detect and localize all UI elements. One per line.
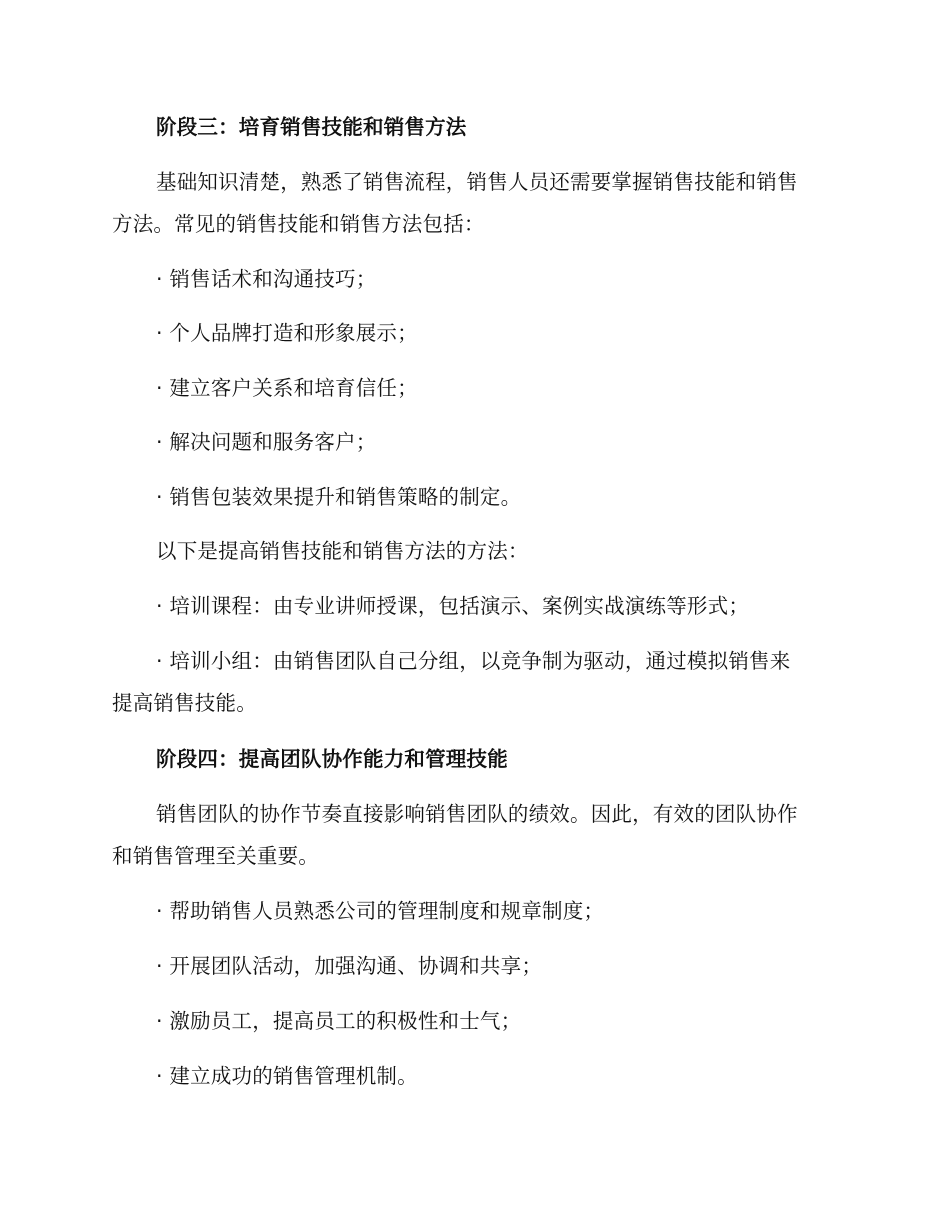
management-item: · 激励员工，提高员工的积极性和士气； [156, 1009, 522, 1033]
management-item: · 帮助销售人员熟悉公司的管理制度和规章制度； [156, 899, 605, 923]
management-item: · 开展团队活动，加强沟通、协调和共享； [156, 954, 543, 978]
method-item: · 培训课程：由专业讲师授课，包括演示、案例实战演练等形式； [156, 594, 750, 618]
skill-item: · 建立客户关系和培育信任； [156, 376, 418, 400]
skill-item: · 销售包装效果提升和销售策略的制定。 [156, 485, 522, 509]
section-4-intro-line-1: 销售团队的协作节奏直接影响销售团队的绩效。因此，有效的团队协作 [156, 802, 798, 826]
management-item: · 建立成功的销售管理机制。 [156, 1064, 418, 1088]
skill-item: · 个人品牌打造和形象展示； [156, 321, 418, 345]
section-4-heading: 阶段四：提高团队协作能力和管理技能 [156, 747, 508, 771]
methods-intro: 以下是提高销售技能和销售方法的方法： [156, 539, 529, 563]
section-4-intro-line-2: 和销售管理至关重要。 [112, 844, 319, 868]
section-3-intro-line-1: 基础知识清楚，熟悉了销售流程，销售人员还需要掌握销售技能和销售 [156, 170, 798, 194]
skill-item: · 销售话术和沟通技巧； [156, 267, 377, 291]
section-3-heading: 阶段三：培育销售技能和销售方法 [156, 115, 467, 139]
section-3-intro-line-2: 方法。常见的销售技能和销售方法包括： [112, 212, 485, 236]
method-item-line-1: · 培训小组：由销售团队自己分组，以竞争制为驱动，通过模拟销售来 [156, 649, 791, 673]
method-item-line-2: 提高销售技能。 [112, 691, 257, 715]
skill-item: · 解决问题和服务客户； [156, 430, 377, 454]
